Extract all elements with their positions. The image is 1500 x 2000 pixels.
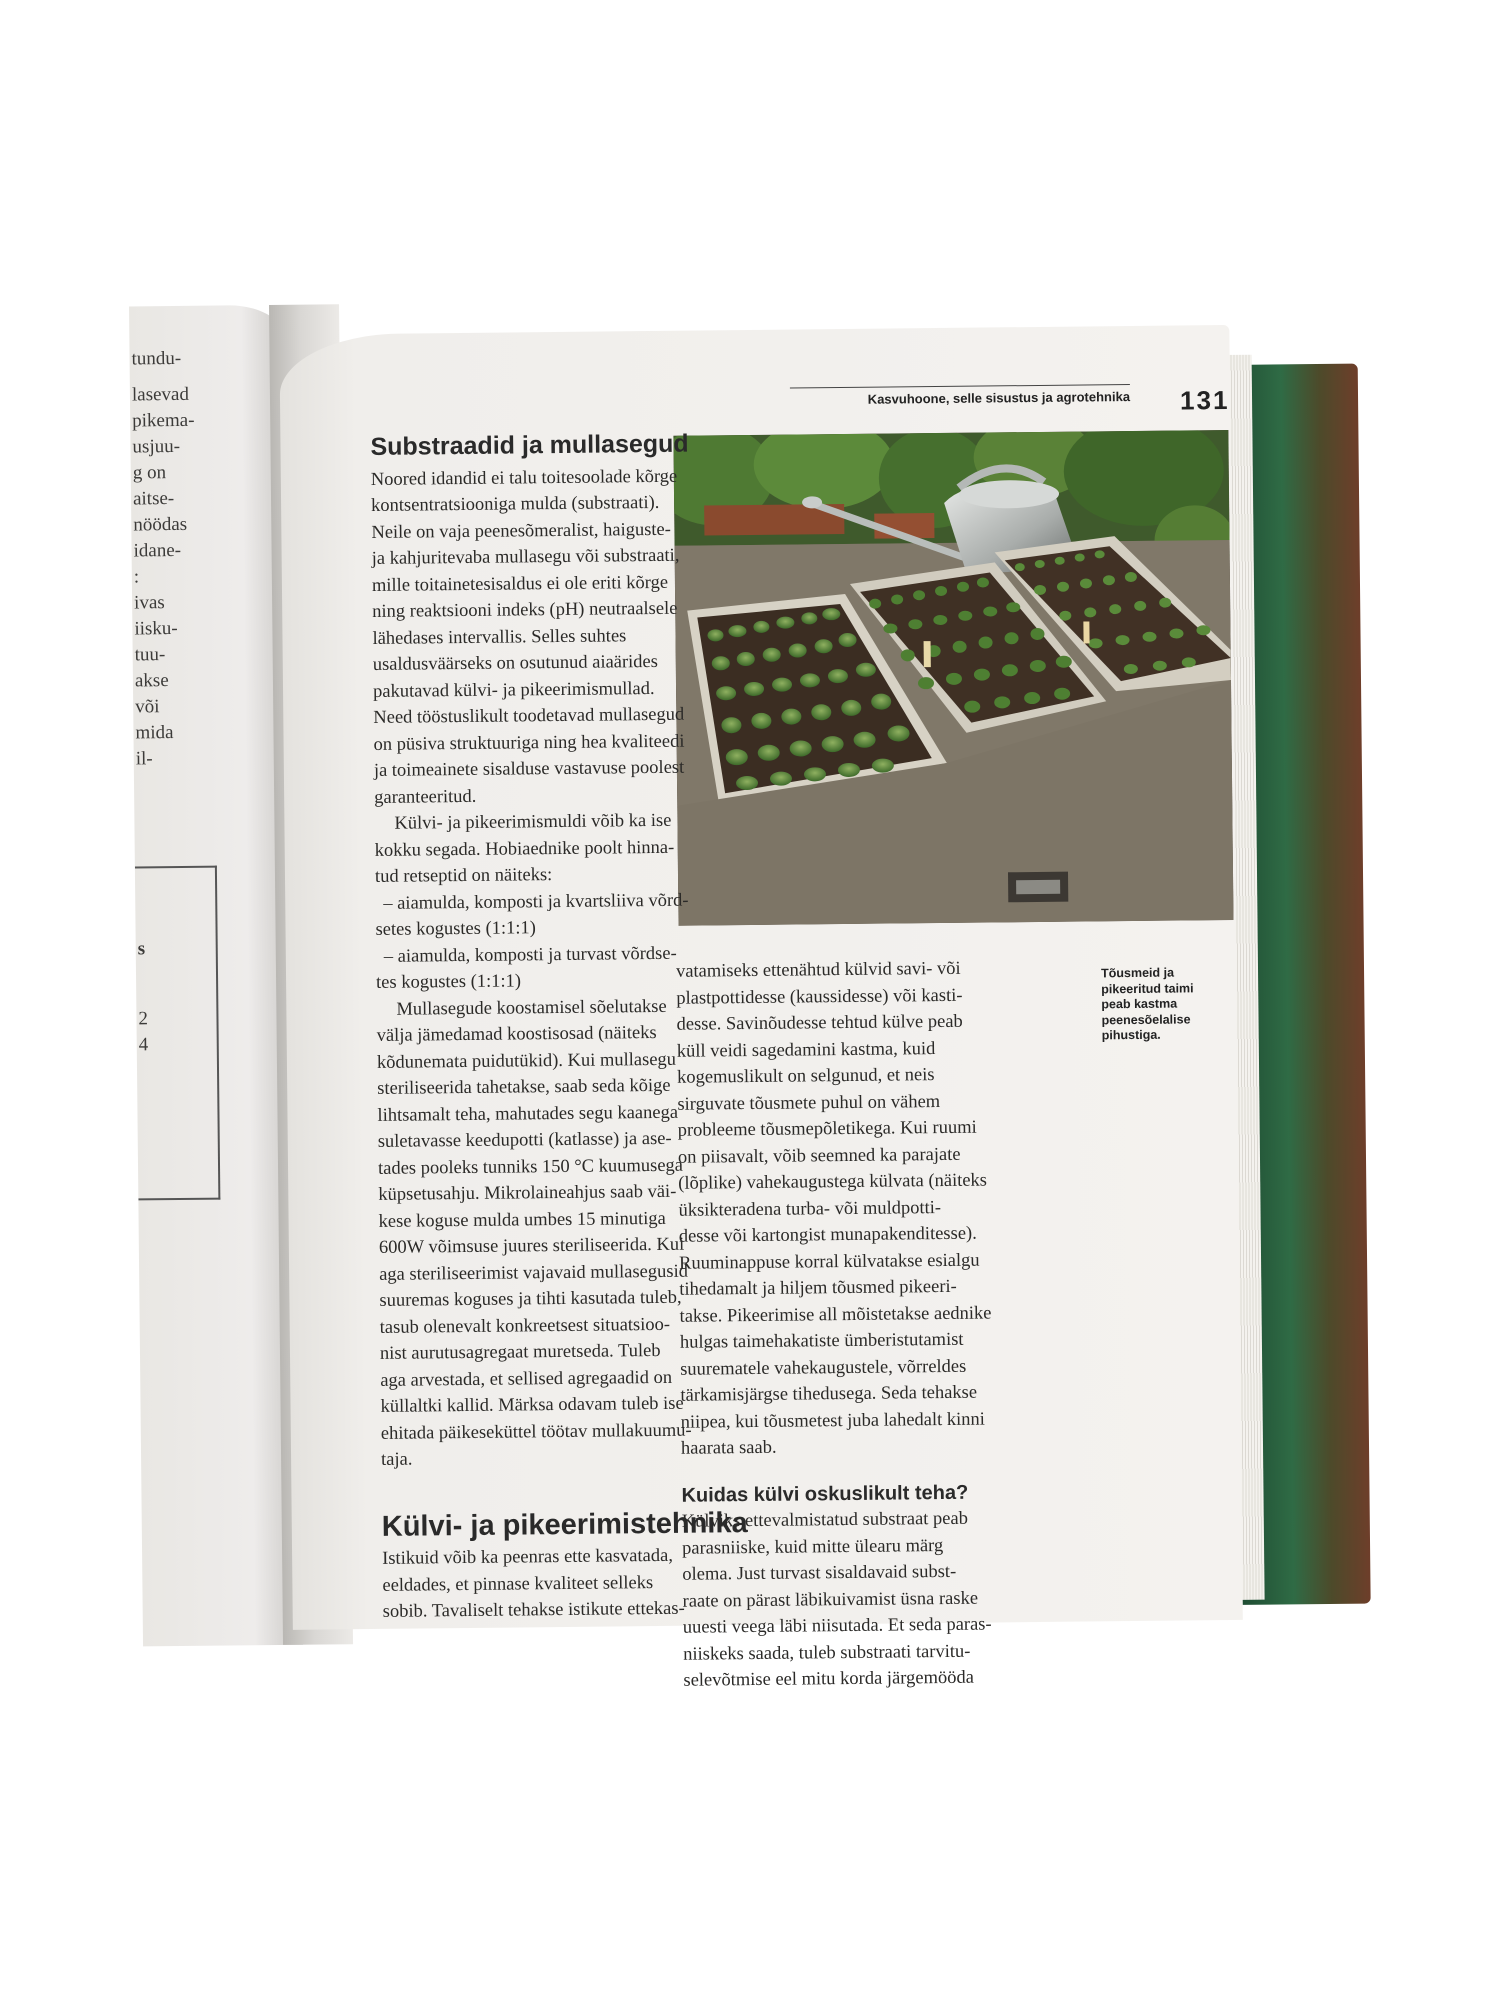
text-line: tasub olenevalt konkreetsest situatsioo- [379,1314,671,1338]
left-page-text-fragments [131,346,198,773]
text-line: steriliseerida tahetakse, saab seda kõige [377,1075,671,1099]
paragraph [374,807,706,996]
fragment: aitse- [132,488,175,510]
fragment: akse [134,670,169,692]
caption-line: Tõusmeid ja [1100,965,1175,981]
text-line: suuremas koguses ja tihti kasutada tuleb, [379,1287,682,1311]
text-line: tud retseptid on näiteks: [374,865,553,887]
text-line: uuesti veega läbi niisutada. Et seda paras- [682,1614,992,1638]
text-line: pakutavad külvi- ja pikeerimismullad. [372,678,655,702]
text-line: plastpottidesse (kaussidesse) või kasti- [676,985,963,1009]
section-heading: Substraadid ja mullasegud [370,429,689,461]
text-line: eeldades, et pinnase kvaliteet selleks [382,1572,654,1596]
text-line: Noored idandid ei talu toitesoolade kõrge [370,466,678,490]
text-line: – aiamulda, komposti ja turvast võrdse- [383,943,677,967]
text-line: haarata saab. [680,1437,777,1459]
text-line: on püsiva struktuuriga ning hea kvaliteedi [373,731,685,755]
text-line: suurematele vahekaugustele, võrreldes [680,1356,967,1380]
text-line: kontsentratsiooniga mulda (substraati). [371,492,660,516]
open-book [129,294,1373,1691]
fragment: g on [132,462,167,484]
text-line: garanteeritud. [374,786,477,808]
text-line: Mullasegude koostamisel sõelutakse [396,996,667,1020]
fragment: tuu- [134,644,166,666]
paragraph [676,955,1011,1462]
text-line: kogemuslikult on selgunud, et neis [677,1065,935,1088]
text-line: sobib. Tavaliselt tehakse istikute ettekas- [382,1598,685,1622]
running-head: Kasvuhoone, selle sisustus ja agrotehnika [790,384,1130,408]
fragment: il- [135,748,153,770]
text-line: ja toimeainete sisalduse vastavuse poolest [373,757,685,781]
subsection-heading: Kuidas külvi oskuslikult teha? [681,1481,969,1507]
text-line: ja kahjuritevaba mullasegu või substraati, [371,545,680,569]
text-line: usaldusväärseks on osutunud aiaärides [372,651,659,675]
text-line: 600W võimsuse juures steriliseerida. Kui [378,1234,685,1258]
text-line: desse või kartongist munapakenditesse). [678,1223,977,1247]
fragment: idane- [133,539,182,562]
fragment: 4 [138,1034,149,1056]
fragment: pikema- [132,409,195,432]
text-line: Ruuminappuse korral külvatakse esialgu [678,1250,980,1274]
text-line: niipea, kui tõusmetest juba lahedalt kinni [680,1409,985,1433]
fragment: usjuu- [132,435,181,458]
text-line: Istikuid võib ka peenras ette kasvatada, [382,1545,674,1569]
photo-caption [1101,965,1222,1044]
text-line: takse. Pikeerimise all mõistetakse aednike [679,1303,992,1327]
text-line: tihedamalt ja hiljem tõusmed pikeeri- [679,1276,957,1300]
text-line: Külvi- ja pikeerimismuldi võib ka ise [394,810,672,834]
fragment: iisku- [134,617,178,640]
caption-line: pikeeritud taimi [1101,980,1194,996]
text-line: setes kogustes (1:1:1) [375,918,536,940]
text-line: taja. [381,1449,413,1470]
left-page-box-numbers [138,1006,148,1058]
paragraph [382,1542,713,1625]
text-line: desse. Savinõudesse tehtud külve peab [676,1011,963,1035]
text-line: nist aurutusagregaat muretseda. Tuleb [379,1340,661,1364]
text-line: suletavasse keedupotti (katlasse) ja ase- [377,1128,672,1152]
text-line: niiskeks saada, tuleb substraati tarvitu- [683,1641,971,1665]
fragment: : [133,566,140,588]
paragraph [376,993,711,1473]
text-line: küpsetusahju. Mikrolaineahjus saab väi- [378,1181,677,1205]
text-line: mille toitainetesisaldus ei ole eriti kõrge [371,572,669,596]
text-line: aga steriliseerimist vajavaid mullasegusid [379,1261,689,1285]
text-line: on piisavalt, võib seemned ka parajate [677,1144,961,1168]
paragraph [371,463,705,811]
fragment: mida [135,722,174,744]
text-line: Külviks ettevalmistatud substraat peab [681,1508,969,1532]
seedling-trays-photo [673,430,1233,926]
fragment: s [137,938,146,960]
right-page [279,325,1243,1691]
paragraph [682,1505,1014,1694]
seedling-trays-illustration [673,430,1233,926]
text-line: kõdunemata puidutükid). Kui mullasegu [376,1049,677,1073]
fragment: 2 [138,1008,149,1030]
text-line: kese koguse mulda umbes 15 minutiga [378,1208,666,1232]
fragment: ivas [134,592,165,614]
text-line: (lõplike) vahekaugustega külvata (näiteks [678,1170,988,1194]
text-line: tades pooleks tunniks 150 °C kuumusega [377,1155,684,1179]
text-line: sirguvate tõusmete puhul on vähem [677,1091,941,1115]
text-line: hulgas taimehakatiste ümberistutamist [679,1329,964,1353]
text-line: aga arvestada, et sellised agregaadid on [380,1367,673,1391]
caption-line: pihustiga. [1101,1027,1161,1043]
text-line: kokku segada. Hobiaednike poolt hinna- [374,837,675,861]
text-line: selevõtmise eel mitu korda järgemööda [683,1667,974,1691]
left-page-box-text [138,936,146,962]
text-line: küll veidi sagedamini kastma, kuid [676,1038,936,1062]
section-heading: Külvi- ja pikeerimistehnika [381,1506,748,1543]
text-line: tes kogustes (1:1:1) [376,971,522,993]
text-line: tärkamisjärgse tihedusega. Seda tehakse [680,1382,978,1406]
text-line: üksikteradena turba- või muldpotti- [678,1197,942,1221]
text-line: ehitada päikeseküttel töötav mullakuumu- [380,1420,692,1444]
text-line: probleeme tõusmepõletikega. Kui ruumi [677,1117,977,1141]
caption-line: peenesõelalise [1101,1011,1191,1027]
text-line: – aiamulda, komposti ja kvartsliiva võrd- [383,890,689,914]
fragment: lasevad [131,383,190,406]
text-line: küllaltki kallid. Märksa odavam tuleb ise [380,1393,684,1417]
text-line: Neile on vaja peenesõmeralist, haiguste- [371,519,671,543]
text-line: lähedases intervallis. Selles suhtes [372,625,627,649]
text-line: Need tööstuslikult toodetavad mullasegud [373,704,685,728]
caption-line: peab kastma [1101,996,1178,1012]
fragment: nöödas [133,513,188,536]
text-line: raate on pärast läbikuivamist üsna raske [682,1588,979,1612]
text-line: vatamiseks ettenähtud külvid savi- või [675,958,961,982]
text-line: olema. Just turvast sisaldavaid subst- [682,1561,957,1585]
fragment: või [135,696,160,718]
fragment: tundu- [131,347,182,370]
text-line: parasniiske, kuid mitte ülearu märg [681,1535,944,1559]
text-column-right [676,955,1014,1694]
text-line: välja jämedamad koostisosad (näiteks [376,1022,657,1046]
text-line: ning reaktsiooni indeks (pH) neutraalsele [372,598,678,622]
text-line: lihtsamalt teha, mahutades segu kaanega [377,1102,679,1126]
page-number: 131 [1179,384,1230,416]
